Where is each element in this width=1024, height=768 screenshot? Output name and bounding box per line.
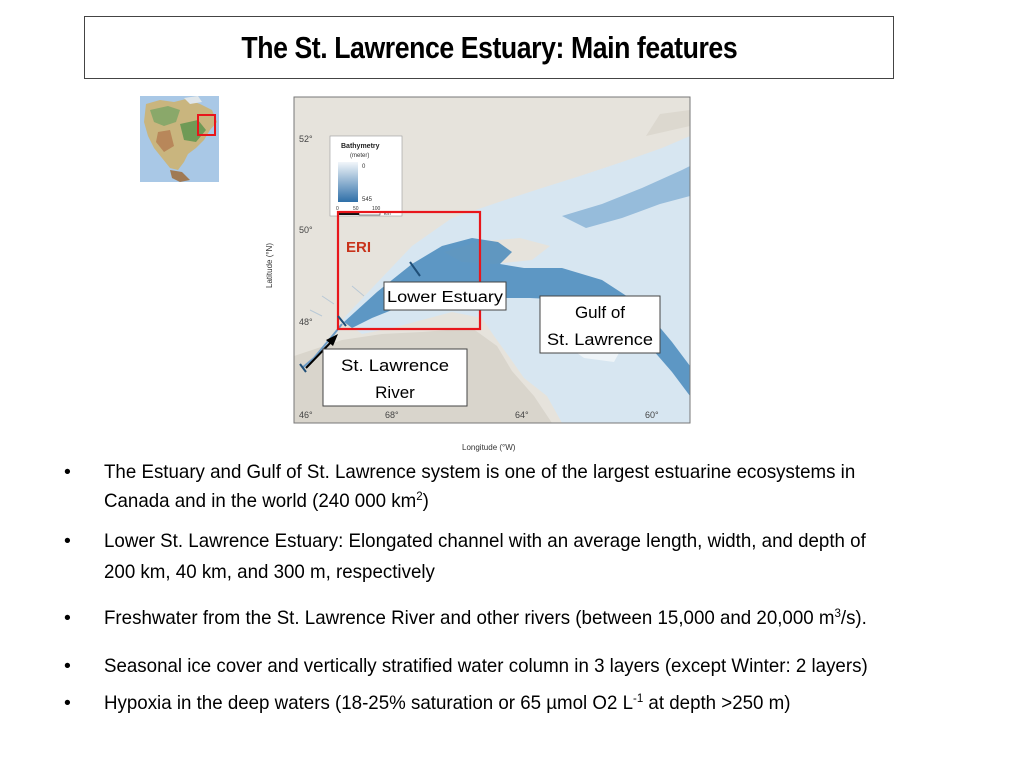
x-axis-label: Longitude (°W)	[462, 443, 516, 452]
bullet-5-text-end: at depth >250 m)	[643, 692, 791, 714]
legend-title: Bathymetry	[341, 143, 380, 150]
lower-estuary-label: Lower Estuary	[387, 289, 504, 306]
bullet-2-line2: 200 km, 40 km, and 300 m, respectively	[104, 561, 435, 583]
y-axis-label: Latitude (°N)	[265, 243, 274, 288]
lat-tick-52: 52°	[299, 134, 313, 144]
lat-tick-46: 46°	[299, 410, 313, 420]
bullet-2-line1: Lower St. Lawrence Estuary: Elongated channel with an average length, width, and depth of	[104, 530, 866, 552]
bullet-5-sup: -1	[632, 691, 644, 705]
river-label-line1: St. Lawrence	[341, 356, 449, 375]
legend-colorbar	[338, 162, 358, 202]
scale-tick-50: 50	[353, 206, 359, 212]
lon-tick-64: 64°	[515, 410, 529, 420]
bullet-3-text: Freshwater from the St. Lawrence River and other rivers (between 15,000 and 20,000 m	[104, 607, 835, 629]
bullet-dot: •	[64, 692, 71, 714]
gulf-label-line2: St. Lawrence	[547, 330, 653, 349]
slide-title: The St. Lawrence Estuary: Main features	[241, 29, 737, 65]
bullet-dot: •	[64, 607, 71, 629]
bullet-dot: •	[64, 530, 71, 552]
scale-unit: km	[384, 211, 391, 217]
bullet-5-text: Hypoxia in the deep waters (18-25% saturation or 65 µmol O2 L	[104, 692, 633, 714]
scale-tick-0: 0	[336, 206, 339, 212]
title-box	[84, 16, 894, 79]
bullet-1-line2-end: )	[422, 490, 429, 512]
bullet-1-sup: 2	[416, 489, 423, 503]
bullet-dot: •	[64, 655, 71, 677]
bullet-1-line1: The Estuary and Gulf of St. Lawrence system is one of the largest estuarine ecosystems in	[104, 461, 856, 483]
legend-unit: (meter)	[350, 153, 370, 159]
bullet-3-text-end: /s).	[840, 607, 867, 629]
bathymetry-legend	[330, 136, 402, 217]
lon-tick-60: 60°	[645, 410, 659, 420]
river-label-line2: River	[375, 383, 415, 402]
bullet-3-sup: 3	[834, 606, 841, 620]
lat-tick-48: 48°	[299, 317, 313, 327]
bullet-4-text: Seasonal ice cover and vertically stratified water column in 3 layers (except Winter: 2 layers)	[104, 655, 868, 677]
north-america-inset-map	[140, 96, 219, 182]
bullet-1-line2: Canada and in the world (240 000 km	[104, 490, 417, 512]
scale-tick-100: 100	[372, 206, 381, 212]
bullet-dot: •	[64, 461, 71, 483]
legend-max: 0	[362, 164, 366, 170]
lon-tick-68: 68°	[385, 410, 399, 420]
gulf-label-line1: Gulf of	[574, 303, 626, 322]
bathymetry-map	[262, 96, 702, 456]
eri-label: ERI	[346, 239, 372, 256]
legend-min: 545	[362, 197, 373, 203]
lat-tick-50: 50°	[299, 225, 313, 235]
